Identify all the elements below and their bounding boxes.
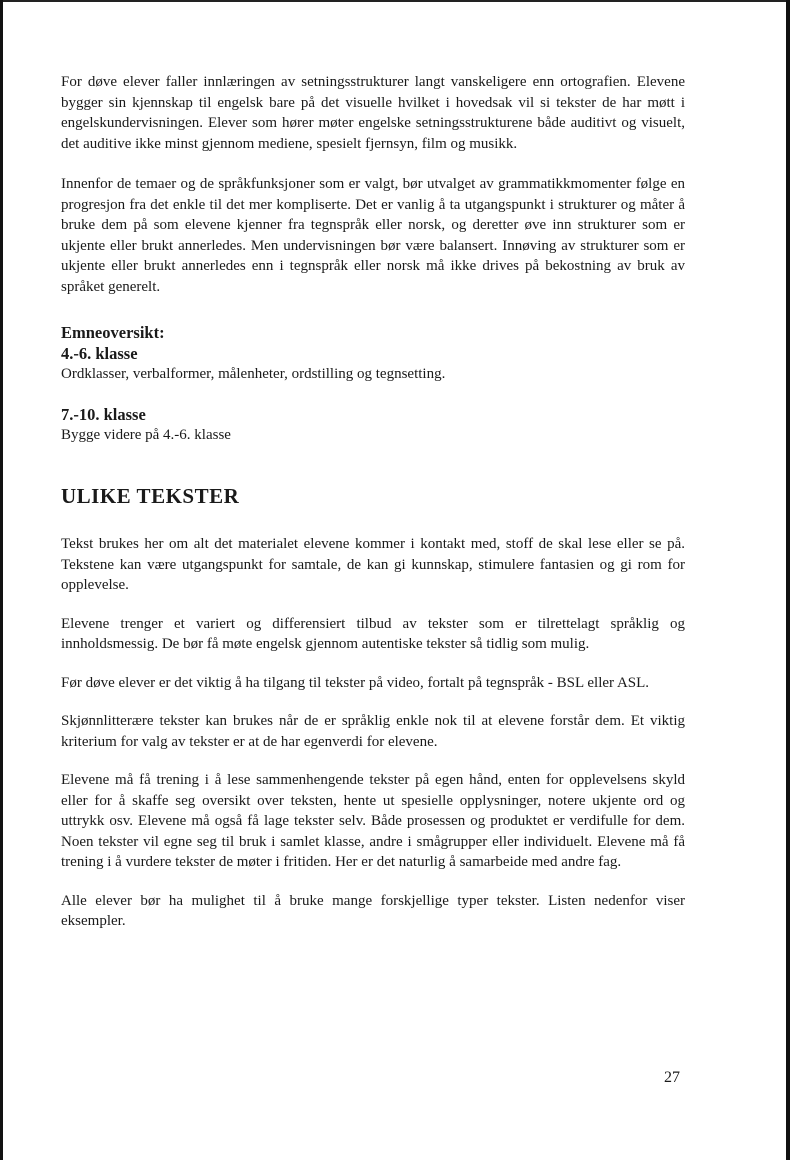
grade-4-6-text: Ordklasser, verbalformer, målenheter, ordstilling og tegnsetting. [61,366,446,382]
page-number: 27 [664,1069,680,1086]
grade-7-10-title: 7.-10. klasse [61,404,146,424]
paragraph-reading-training: Elevene må få trening i å lese sammenhengende tekster på egen hånd, enten for opplevelsens skyld eller for å skaffe seg oversikt over teksten, hente ut spesielle opplysninger, notere ukjente ord og uttrykk osv. Elevene må også få lage tekster selv. Både prosessen og produktet er verdifulle for dem. Noen tekster vil egne seg til bruk i samlet klasse, andre i smågrupper eller individuelt. Elevene må få trening i å vurdere tekster de møter i fritiden. Her er det naturlig å samarbeide med andre fag. [61,772,685,870]
paragraph-grammar-progression: Innenfor de temaer og de språkfunksjoner som er valgt, bør utvalget av grammatikkmomenter følge en progresjon fra det enkle til det mer kompliserte. Det er vanlig å ta utgangspunkt i strukturer og måter å bruke dem på som elevene kjenner fra tegnspråk eller norsk, og deretter øve inn strukturer som er ukjente eller brukt annerledes. Men undervisningen bør være balansert. Innøving av strukturer som er ukjente eller brukt annerledes enn i tegnspråk eller norsk må ikke drives på bekostning av bruk av språket generelt. [61,176,685,295]
topic-overview [61,322,685,445]
grade-7-10-block [61,404,685,446]
scan-edge-left [0,0,3,1160]
paragraph-fiction: Skjønnlitterære tekster kan brukes når de er språklig enkle nok til at elevene forstår dem. Et viktig kriterium for valg av tekster er at de har egenverdi for elevene. [61,713,685,750]
scan-edge-right [786,0,790,1160]
grade-4-6-title: 4.-6. klasse [61,344,138,363]
overview-title: Emneoversikt: [61,323,165,342]
paragraph-video-texts: Før døve elever er det viktig å ha tilgang til tekster på video, fortalt på tegnspråk - BSL eller ASL. [61,674,650,691]
scan-edge-top [0,0,790,2]
paragraph-text-types: Alle elever bør ha mulighet til å bruke mange forskjellige typer tekster. Listen nedenfor viser eksempler. [61,892,685,929]
grade-7-10-text: Bygge videre på 4.-6. klasse [61,426,231,443]
paragraph-sentence-structures: For døve elever faller innlæringen av setningsstrukturer langt vanskeligere enn ortografien. Elevene bygger sin kjennskap til engelsk bare på det visuelle hvilket i hovedsak vil si tekster de har møtt i engelskundervisningen. Elever som hører møter engelske setningsstrukturene både auditivt og visuelt, det auditive ikke minst gjennom mediene, spesielt fjernsyn, film og musikk. [61,74,685,152]
paragraph-varied-texts: Elevene trenger et variert og differensiert tilbud av tekster som er tilrettelagt språklig og innholdsmessig. De bør få møte engelsk gjennom autentiske tekster så tidlig som mulig. [61,615,685,652]
paragraph-text-definition: Tekst brukes her om alt det materialet elevene kommer i kontakt med, stoff de skal lese eller se på. Tekstene kan være utgangspunkt for samtale, de kan gi kunnskap, stimulere fantasien og gi rom for opplevelse. [61,536,685,593]
page-content [61,72,685,932]
section-title: ULIKE TEKSTER [61,484,240,508]
